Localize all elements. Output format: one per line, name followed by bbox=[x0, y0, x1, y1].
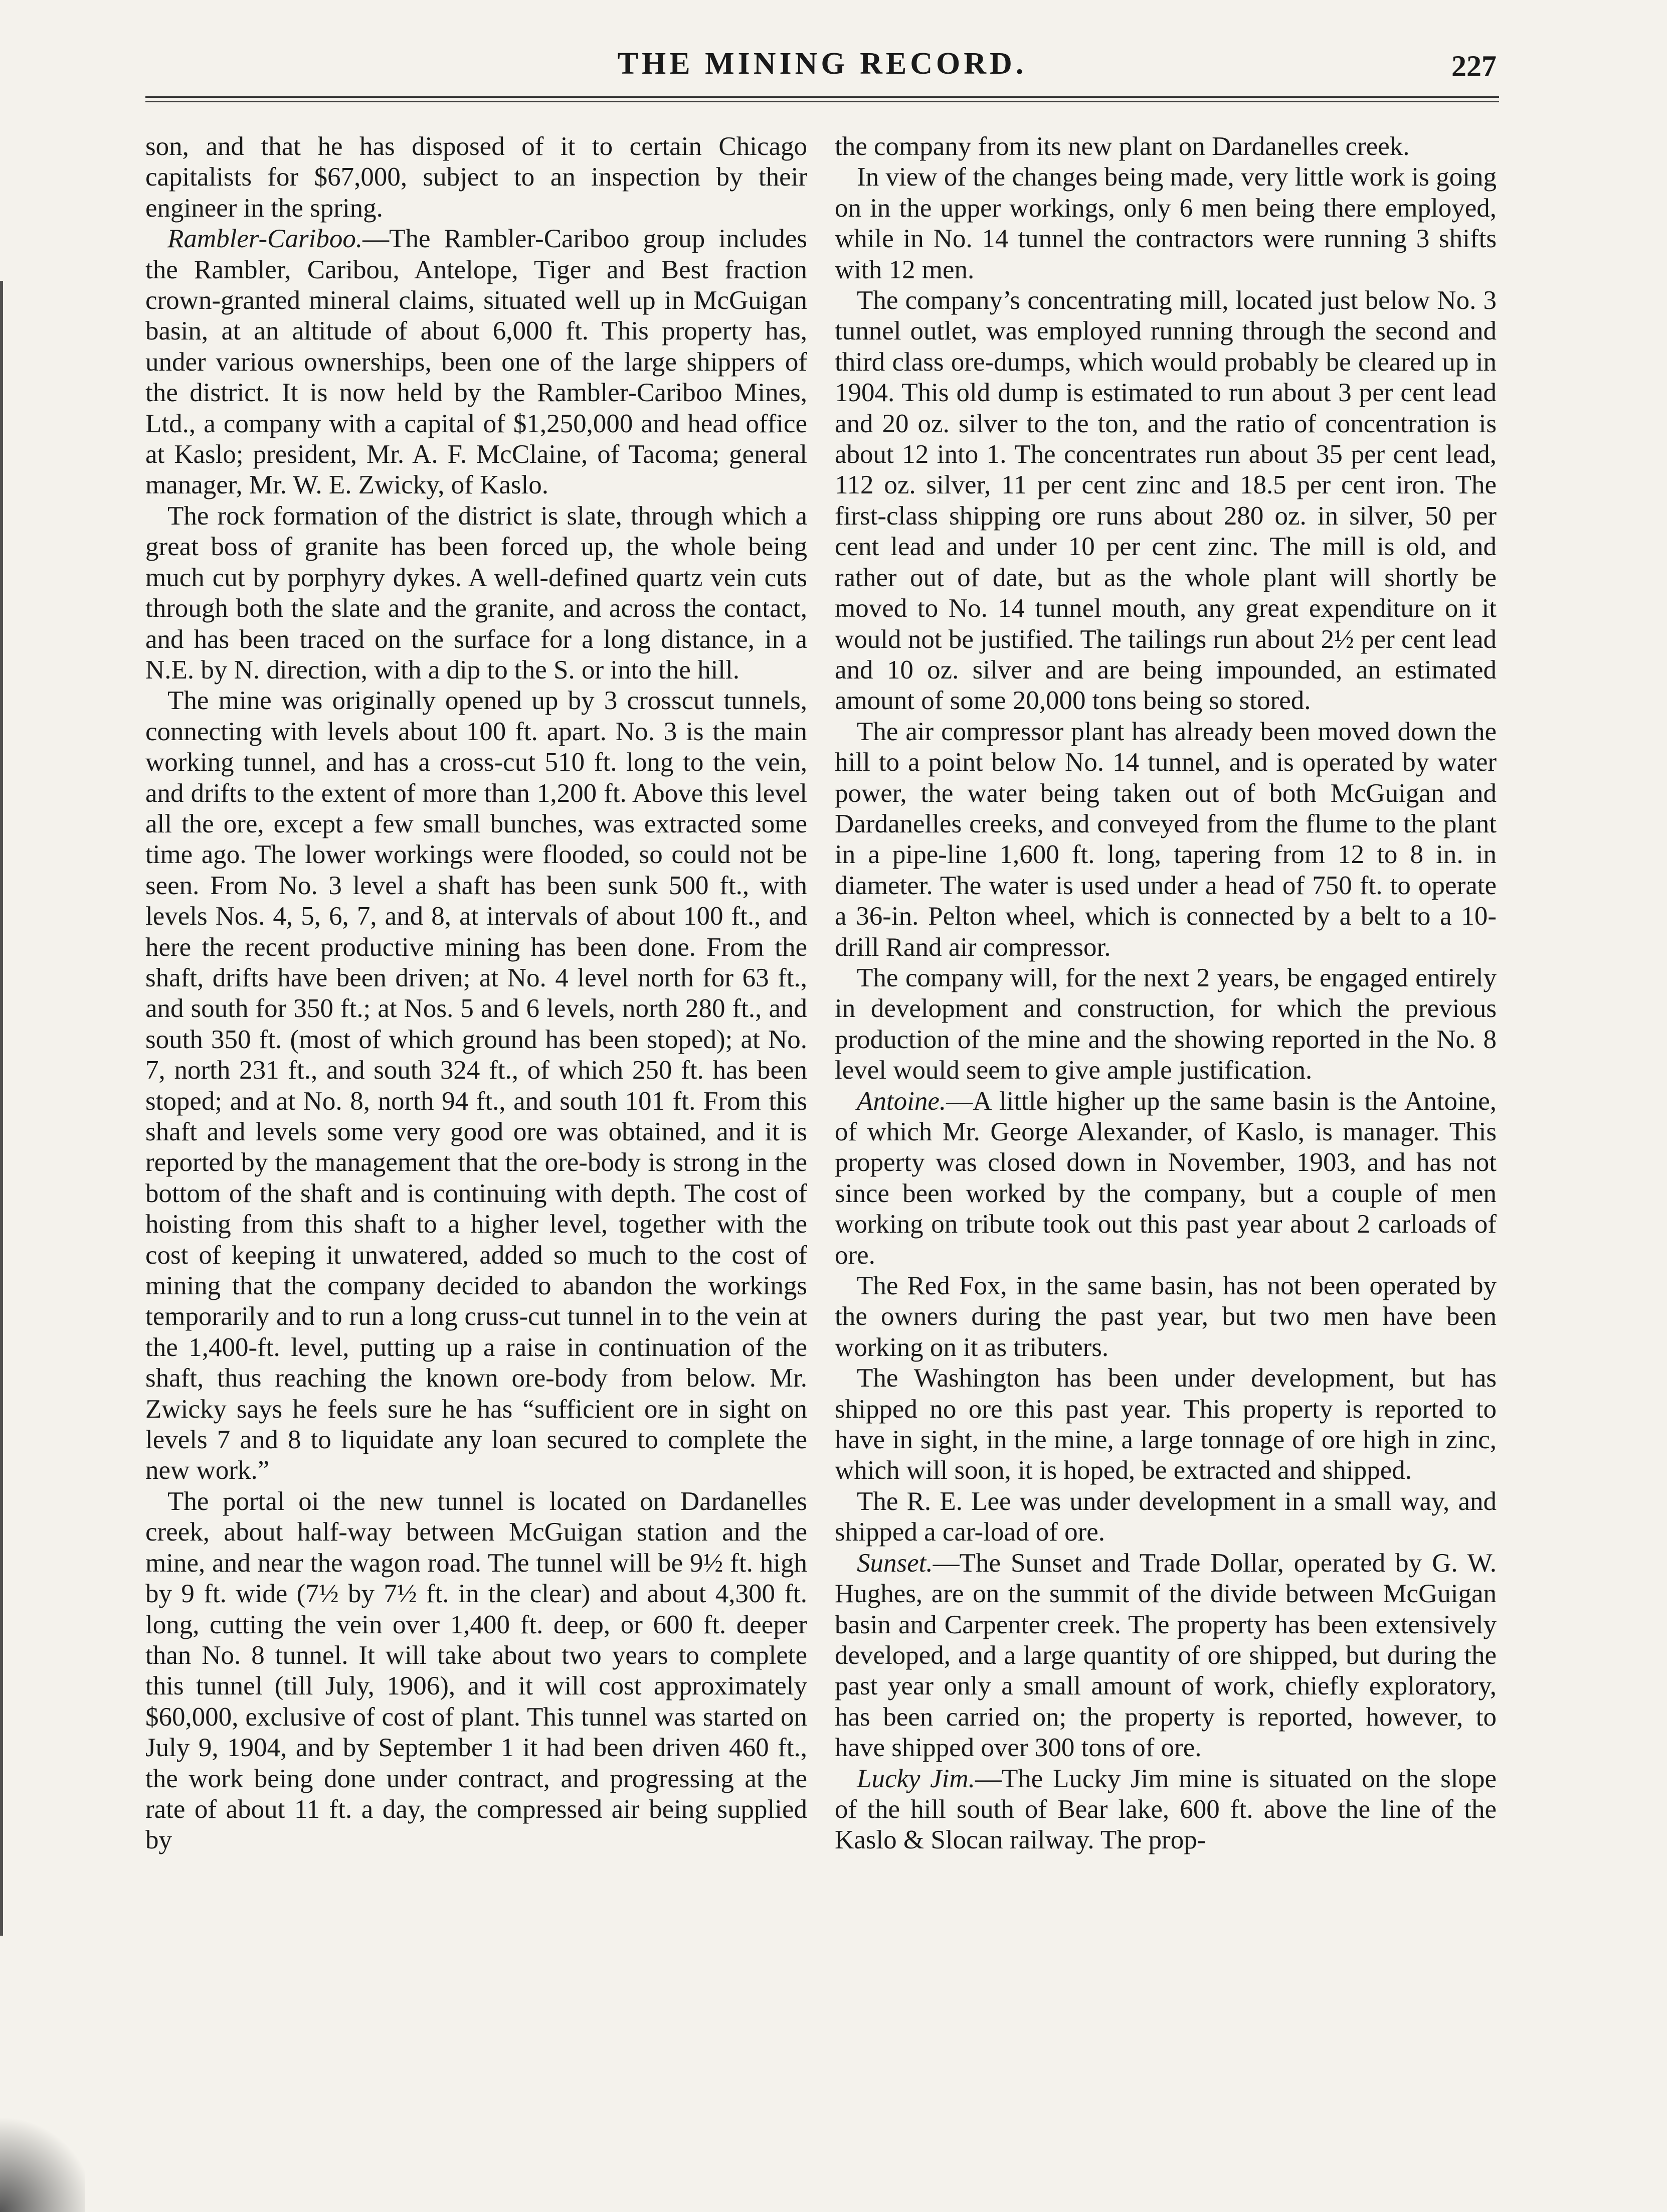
paragraph bbox=[145, 131, 807, 224]
left-column bbox=[145, 131, 807, 2102]
paragraph-text: The air compressor plant has already been moved down the hill to a point below No. 14 tunnel, and is operated by water power, the water being taken out of both McGuigan and Dardanelles creeks, and conveyed from the flume to the plant in a pipe-line 1,600 ft. long, tapering from 12 to 8 in. in diameter. The water is used under a head of 750 ft. to operate a 36-in. Pelton wheel, which is connected by a belt to a 10-drill Rand air compressor. bbox=[835, 717, 1497, 962]
paragraph-text: The portal oi the new tunnel is located on Dardanelles creek, about half-way between McGuigan station and the mine, and near the wagon road. The tunnel will be 9½ ft. high by 9 ft. wide (7½ by 7½ ft. in the clear) and about 4,300 ft. long, cutting the vein over 1,400 ft. deep, or 600 ft. deeper than No. 8 tunnel. It will take about two years to complete this tunnel (till July, 1906), and it will cost approximately $60,000, exclusive of cost of plant. This tunnel was started on July 9, 1904, and by September 1 it had been driven 460 ft., the work being done under contract, and progressing at the rate of about 11 ft. a day, the compressed air being supplied by bbox=[145, 1486, 807, 1855]
paragraph-text: In view of the changes being made, very little work is going on in the upper workings, only 6 men being there employed, while in No. 14 tunnel the contractors were running 3 shifts with 12 men. bbox=[835, 162, 1497, 284]
paragraph-text: The Red Fox, in the same basin, has not been operated by the owners during the past year, but two men have been working on it as tributers. bbox=[835, 1271, 1497, 1362]
paragraph-lead: Lucky Jim. bbox=[857, 1764, 975, 1793]
paragraph-text: —The Rambler-Cariboo group includes the Rambler, Caribou, Antelope, Tiger and Best fraction crown-granted mineral claims, situated well up in McGuigan basin, at an altitude of about 6,000 ft. This property has, under various ownerships, been one of the large shippers of the district. It is now held by the Rambler-Cariboo Mines, Ltd., a company with a capital of $1,250,000 and head office at Kaslo; president, Mr. A. F. McClaine, of Tacoma; general manager, Mr. W. E. Zwicky, of Kaslo. bbox=[145, 224, 807, 500]
paragraph bbox=[835, 162, 1497, 285]
paragraph-text: The rock formation of the district is slate, through which a great boss of granite has been forced up, the whole being much cut by porphyry dykes. A well-defined quartz vein cuts through both the slate and the granite, and across the contact, and has been traced on the surface for a long distance, in a N.E. by N. direction, with a dip to the S. or into the hill. bbox=[145, 501, 807, 685]
header-rule-thin bbox=[145, 101, 1499, 102]
paragraph-text: The company’s concentrating mill, located just below No. 3 tunnel outlet, was employed running through the second and third class ore-dumps, which would probably be cleared up in 1904. This old dump is estimated to run about 3 per cent lead and 20 oz. silver to the ton, and the ratio of concentration is about 12 into 1. The concentrates run about 35 per cent lead, 112 oz. silver, 11 per cent zinc and 18.5 per cent iron. The first-class shipping ore runs about 280 oz. in silver, 50 per cent lead and under 10 per cent zinc. The mill is old, and rather out of date, but as the whole plant will shortly be moved to No. 14 tunnel mouth, any great expenditure on it would not be justified. The tailings run about 2½ per cent lead and 10 oz. silver and are being impounded, an estimated amount of some 20,000 tons being so stored. bbox=[835, 286, 1497, 716]
paragraph bbox=[835, 717, 1497, 963]
paragraph bbox=[835, 1486, 1497, 1548]
paragraph-text: The company will, for the next 2 years, be engaged entirely in development and construction, for which the previous production of the mine and the showing reported in the No. 8 level would seem to give ample justification. bbox=[835, 963, 1497, 1085]
paragraph-text: The Washington has been under development, but has shipped no ore this past year. This property is reported to have in sight, in the mine, a large tonnage of ore high in zinc, which will soon, it is hoped, be extracted and shipped. bbox=[835, 1364, 1497, 1485]
paragraph bbox=[835, 1548, 1497, 1764]
paragraph-text: The mine was originally opened up by 3 crosscut tunnels, connecting with levels about 100 ft. apart. No. 3 is the main working tunnel, and has a cross-cut 510 ft. long to the vein, and drifts to the extent of more than 1,200 ft. Above this level all the ore, except a few small bunches, was extracted some time ago. The lower workings were flooded, so could not be seen. From No. 3 level a shaft has been sunk 500 ft., with levels Nos. 4, 5, 6, 7, and 8, at intervals of about 100 ft., and here the recent productive mining has been done. From the shaft, drifts have been driven; at No. 4 level north for 63 ft., and south for 350 ft.; at Nos. 5 and 6 levels, north 280 ft., and south 350 ft. (most of which ground has been stoped); at No. 7, north 231 ft., and south 324 ft., of which 250 ft. has been stoped; and at No. 8, north 94 ft., and south 101 ft. From this shaft and levels some very good ore was obtained, and it is reported by the management that the ore-body is strong in the bottom of the shaft and is continuing with depth. The cost of hoisting from this shaft to a higher level, together with the cost of keeping it unwatered, added so much to the cost of mining that the company decided to abandon the workings temporarily and to run a long cruss-cut tunnel in to the vein at the 1,400-ft. level, putting up a raise in continuation of the shaft, thus reaching the known ore-body from below. Mr. Zwicky says he feels sure he has “sufficient ore in sight on levels 7 and 8 to liquidate any loan secured to complete the new work.” bbox=[145, 686, 807, 1485]
page-header bbox=[145, 46, 1499, 101]
paragraph bbox=[835, 1764, 1497, 1856]
header-rule bbox=[145, 96, 1499, 98]
paragraph bbox=[145, 501, 807, 686]
page-number: 227 bbox=[1451, 50, 1497, 83]
journal-title: THE MINING RECORD. bbox=[617, 47, 1027, 81]
paragraph bbox=[835, 131, 1497, 162]
paragraph bbox=[145, 224, 807, 501]
paragraph bbox=[835, 1363, 1497, 1486]
paragraph-lead: Rambler-Cariboo. bbox=[167, 224, 363, 254]
paragraph-text: —A little higher up the same basin is the Antoine, of which Mr. George Alexander, of Kaslo, is manager. This property was closed down in November, 1903, and has not since been worked by the company, but a couple of men working on tribute took out this past year about 2 carloads of ore. bbox=[835, 1086, 1497, 1270]
page-binding-edge bbox=[0, 281, 33, 1936]
paragraph bbox=[835, 1271, 1497, 1363]
paragraph-text: —The Lucky Jim mine is situated on the slope of the hill south of Bear lake, 600 ft. above the line of the Kaslo & Slocan railway. The prop- bbox=[835, 1764, 1497, 1855]
paragraph-lead: Sunset. bbox=[857, 1548, 933, 1578]
paragraph bbox=[145, 1486, 807, 1856]
paragraph-text: son, and that he has disposed of it to certain Chicago capitalists for $67,000, subject to an inspection by their engineer in the spring. bbox=[145, 132, 807, 223]
paragraph-lead: Antoine. bbox=[857, 1086, 947, 1116]
scan-corner-shadow bbox=[0, 2107, 85, 2212]
paragraph-text: —The Sunset and Trade Dollar, operated by G. W. Hughes, are on the summit of the divide between McGuigan basin and Carpenter creek. The property has been extensively developed, and a large quantity of ore shipped, but during the past year only a small amount of work, chiefly exploratory, has been carried on; the property is reported, however, to have shipped over 300 tons of ore. bbox=[835, 1548, 1497, 1763]
paragraph-text: the company from its new plant on Dardanelles creek. bbox=[835, 132, 1410, 161]
paragraph bbox=[835, 1086, 1497, 1271]
paragraph-text: The R. E. Lee was under development in a small way, and shipped a car-load of ore. bbox=[835, 1486, 1497, 1547]
right-column bbox=[835, 131, 1497, 2102]
paragraph bbox=[835, 285, 1497, 717]
paragraph bbox=[145, 686, 807, 1486]
paragraph bbox=[835, 963, 1497, 1086]
